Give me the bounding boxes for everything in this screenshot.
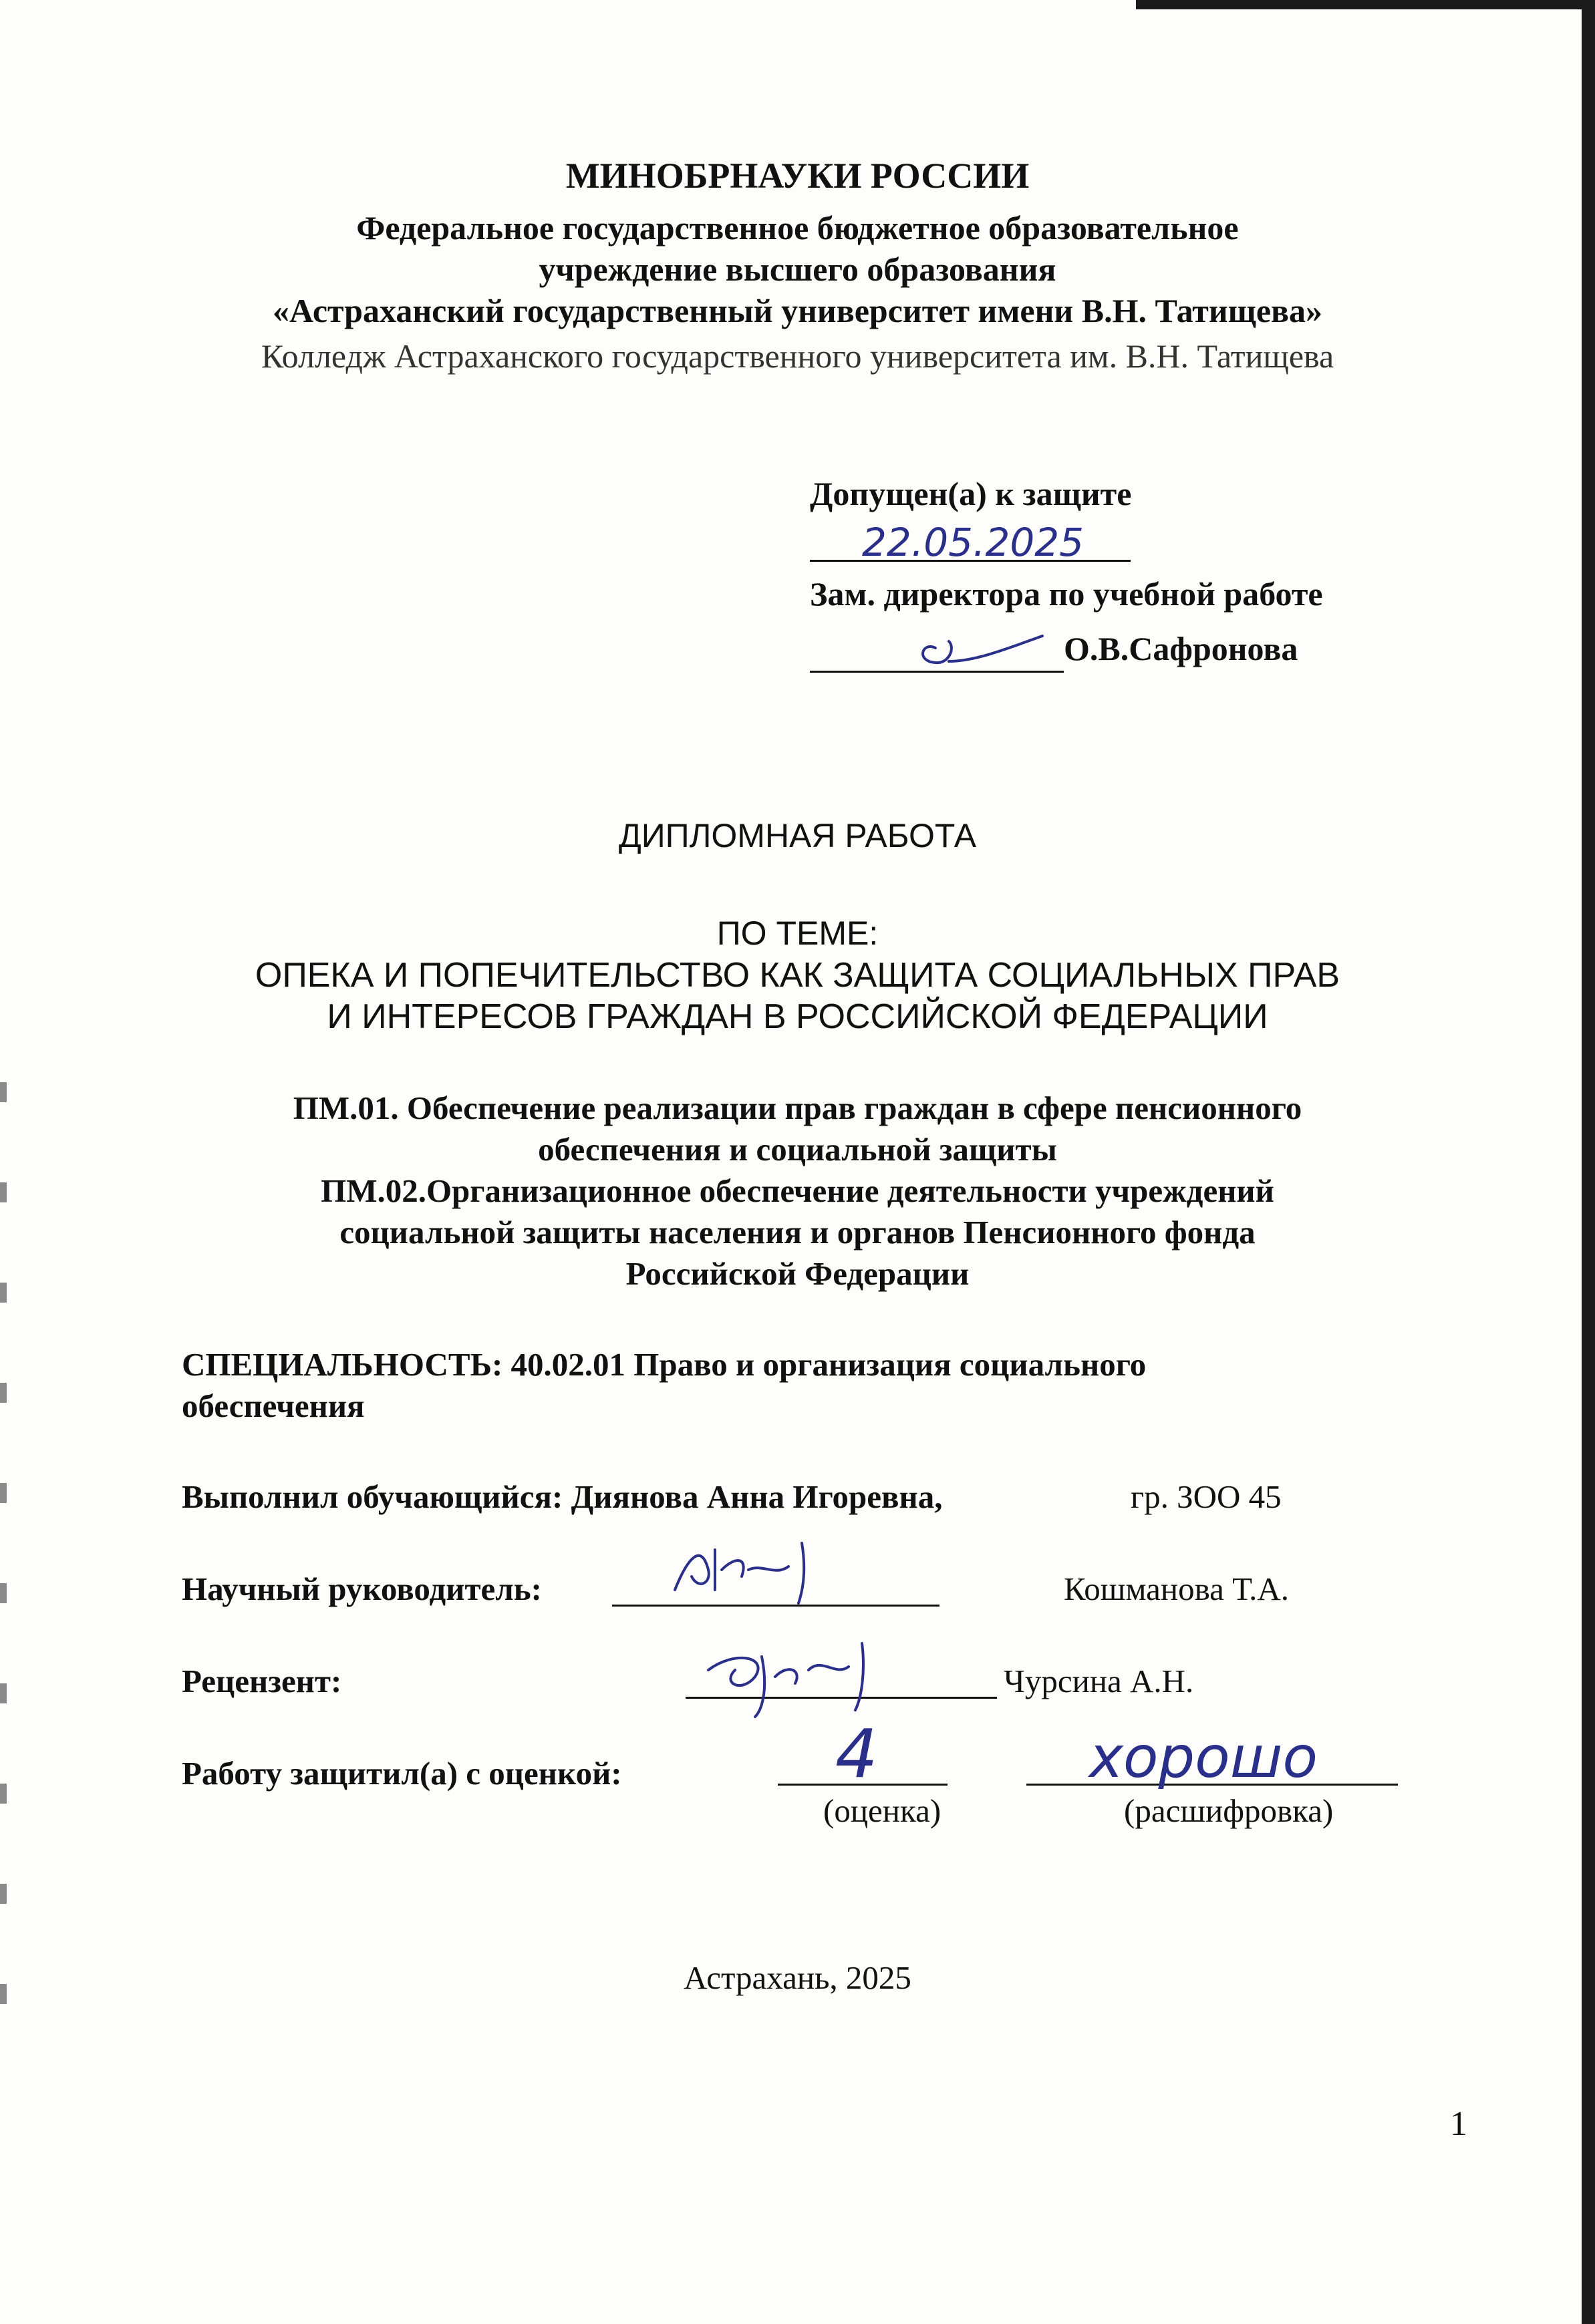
director-signature <box>909 621 1062 675</box>
handwritten-grade <box>829 1715 909 1793</box>
grade-word-caption: (расшифровка) <box>1124 1792 1334 1829</box>
module-pm02-line-1: ПМ.02.Организационное обеспечение деятельности учреждений <box>321 1172 1274 1209</box>
scan-edge-top <box>1136 0 1595 9</box>
institution-line-2: учреждение высшего образования <box>539 251 1056 288</box>
ministry-name: МИНОБРНАУКИ РОССИИ <box>565 156 1030 196</box>
grade-caption: (оценка) <box>823 1792 941 1829</box>
specialty-line-1: СПЕЦИАЛЬНОСТЬ: 40.02.01 Право и организация социального <box>182 1346 1147 1383</box>
institution-line-1: Федеральное государственное бюджетное образовательное <box>356 209 1239 246</box>
svg-text:4: 4 <box>835 1715 878 1793</box>
module-pm01-line-2: обеспечения и социальной защиты <box>538 1131 1057 1168</box>
city-year: Астрахань, 2025 <box>684 1959 911 1996</box>
admitted-to-defense-label: Допущен(а) к защите <box>810 475 1132 512</box>
deputy-director-position: Зам. директора по учебной работе <box>810 575 1323 613</box>
page-number: 1 <box>1450 2105 1467 2143</box>
reviewer-name: Чурсина А.Н. <box>1004 1663 1194 1699</box>
supervisor-signature <box>662 1530 849 1610</box>
college-name: Колледж Астраханского государственного университета им. В.Н. Татищева <box>261 337 1334 375</box>
document-type: ДИПЛОМНАЯ РАБОТА <box>618 817 977 854</box>
supervisor-label: Научный руководитель: <box>182 1570 542 1607</box>
defense-grade-label: Работу защитил(а) с оценкой: <box>182 1755 622 1792</box>
module-pm02-line-3: Российской Федерации <box>625 1255 970 1292</box>
student-label: Выполнил обучающийся: Диянова Анна Игоревна, <box>182 1478 943 1515</box>
student-group: гр. ЗОО 45 <box>1131 1478 1282 1515</box>
university-name: «Астраханский государственный университет имени В.Н. Татищева» <box>272 292 1323 329</box>
reviewer-signature <box>695 1630 909 1723</box>
svg-text:22.05.2025: 22.05.2025 <box>862 520 1084 565</box>
supervisor-name: Кошманова Т.А. <box>1064 1570 1290 1607</box>
handwritten-grade-word <box>1082 1723 1363 1790</box>
topic-label: ПО ТЕМЕ: <box>716 915 879 952</box>
reviewer-label: Рецензент: <box>182 1663 342 1699</box>
svg-text:хорошо: хорошо <box>1089 1724 1318 1791</box>
specialty-line-2: обеспечения <box>182 1387 365 1424</box>
module-pm01-line-1: ПМ.01. Обеспечение реализации прав граждан в сфере пенсионного <box>293 1090 1302 1126</box>
handwritten-date <box>855 514 1096 568</box>
topic-title-line-1: ОПЕКА И ПОПЕЧИТЕЛЬСТВО КАК ЗАЩИТА СОЦИАЛЬНЫХ ПРАВ <box>255 956 1340 995</box>
director-name: О.В.Сафронова <box>1064 630 1298 667</box>
topic-title-line-2: И ИНТЕРЕСОВ ГРАЖДАН В РОССИЙСКОЙ ФЕДЕРАЦИИ <box>327 997 1268 1036</box>
module-pm02-line-2: социальной защиты населения и органов Пенсионного фонда <box>339 1214 1256 1251</box>
